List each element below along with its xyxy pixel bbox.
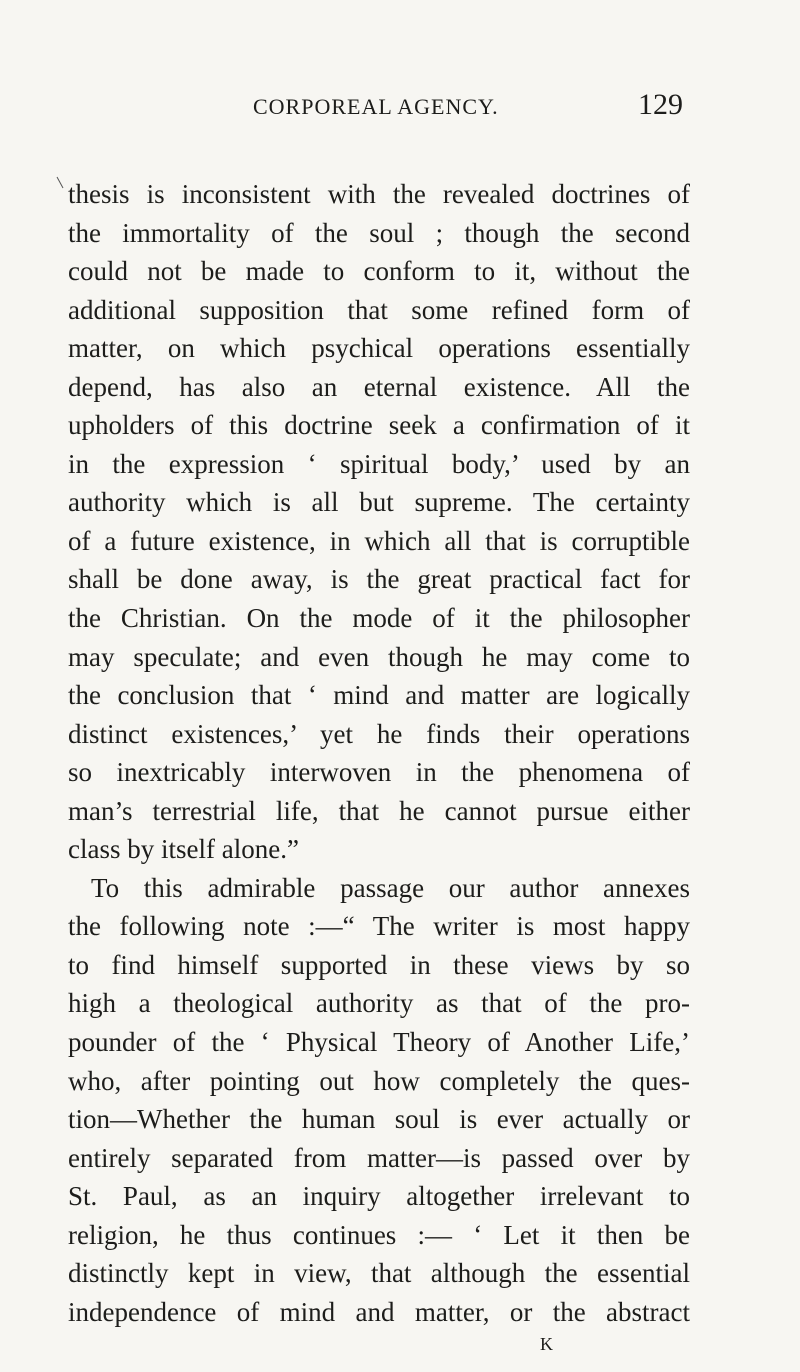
text-line: authority which is all but supreme. The certainty <box>68 487 690 518</box>
text-line: pounder of the ‘ Physical Theory of Another Life,’ <box>68 1027 690 1058</box>
paragraph-start-line: To this admirable passage our author annexes <box>91 872 690 903</box>
text-line: additional supposition that some refined form of <box>68 294 690 325</box>
text-line: high a theological authority as that of the pro- <box>68 988 690 1019</box>
text-line: depend, has also an eternal existence. All the <box>68 371 690 402</box>
body-text <box>68 175 690 1331</box>
text-line: distinctly kept in view, that although the essential <box>68 1258 690 1289</box>
text-line: the following note :—“ The writer is most happy <box>68 911 690 942</box>
text-line: upholders of this doctrine seek a confirmation of it <box>68 410 690 441</box>
text-line: in the expression ‘ spiritual body,’ used by an <box>68 448 690 479</box>
text-line: the Christian. On the mode of it the philosopher <box>68 603 690 634</box>
text-line: who, after pointing out how completely the ques- <box>68 1065 690 1096</box>
text-line: class by itself alone.” <box>68 834 299 865</box>
text-line: distinct existences,’ yet he finds their operations <box>68 718 690 749</box>
text-line: the immortality of the soul ; though the second <box>68 217 690 248</box>
signature-mark: K <box>540 1334 553 1354</box>
text-line: thesis is inconsistent with the revealed doctrines of <box>68 179 690 209</box>
text-line: matter, on which psychical operations essentially <box>68 333 690 364</box>
text-line: may speculate; and even though he may come to <box>68 641 690 672</box>
running-title: CORPOREAL AGENCY. <box>253 94 499 119</box>
text-line: the conclusion that ‘ mind and matter are logically <box>68 680 690 711</box>
text-line: of a future existence, in which all that is corruptible <box>68 525 690 556</box>
text-line: man’s terrestrial life, that he cannot pursue either <box>68 795 690 826</box>
text-line: religion, he thus continues :— ‘ Let it then be <box>68 1219 690 1250</box>
text-line: St. Paul, as an inquiry altogether irrelevant to <box>68 1181 690 1212</box>
text-line: tion—Whether the human soul is ever actually or <box>68 1104 690 1135</box>
text-line: could not be made to conform to it, without the <box>68 256 690 287</box>
text-line: to find himself supported in these views by so <box>68 949 690 980</box>
text-line: shall be done away, is the great practical fact for <box>68 564 690 595</box>
text-line: so inextricably interwoven in the phenomena of <box>68 757 690 788</box>
page-number: 129 <box>638 88 683 121</box>
text-line: independence of mind and matter, or the abstract <box>68 1296 690 1327</box>
text-line: entirely separated from matter—is passed over by <box>68 1142 690 1173</box>
running-head <box>253 90 683 124</box>
